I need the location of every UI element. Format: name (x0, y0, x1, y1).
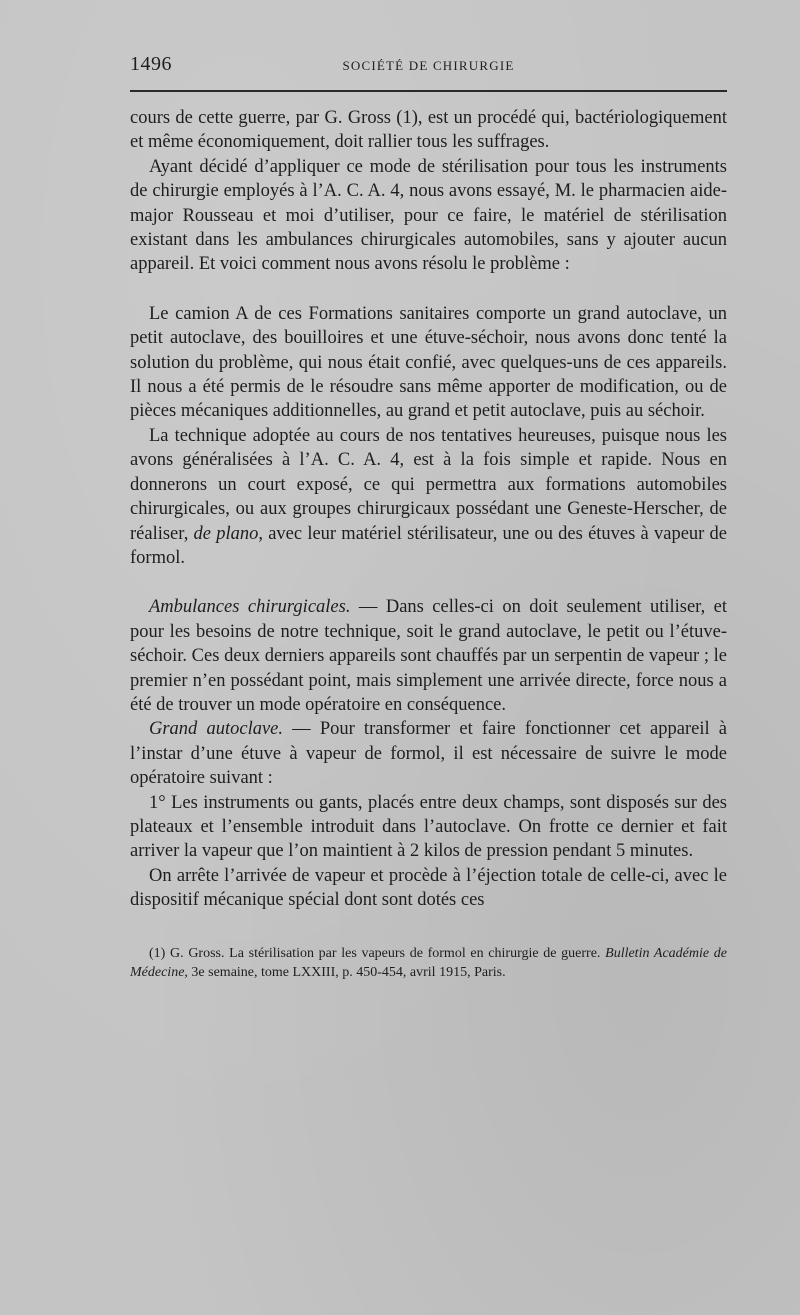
header-rule (130, 90, 727, 92)
book-page (130, 50, 727, 982)
paragraph-grand-autoclave-text: — Pour transformer et faire fonctionner cet appareil à l’instar d’une étuve à vapeur de formol, il est nécessaire de suivre le mode opératoire suivant : (130, 719, 727, 789)
footnote (130, 944, 727, 982)
paragraph-2: Ayant décidé d’appliquer ce mode de stérilisation pour tous les instruments de chirurgie employés à l’A. C. A. 4, nous avons essayé, M. le pharmacien aide-major Rousseau et moi d’utiliser, pour ce faire, le matériel de stérilisation existant dans les ambulances chirurgicales automobiles, sans y ajouter aucun appareil. Et voici comment nous avons résolu le problème : (130, 156, 727, 275)
paragraph-ambulances (130, 595, 727, 717)
page-number: 1496 (130, 53, 172, 75)
paragraph-4-emphasis: de plano (193, 523, 259, 544)
running-title: SOCIÉTÉ DE CHIRURGIE (342, 58, 515, 73)
paragraph-4-text-after: , avec leur matériel stérilisateur, une ou des étuves à vapeur de formol. (130, 523, 727, 568)
section-lead-grand-autoclave: Grand autoclave. (149, 719, 284, 740)
paragraph-4 (130, 424, 727, 570)
paragraph-step-1: 1° Les instruments ou gants, placés entre deux champs, sont disposés sur des plateaux et l’ensemble introduit dans l’autoclave. On frotte ce dernier et fait arriver la vapeur que l’on maintient à 2 kilos de pression pendant 5 minutes. (130, 792, 727, 862)
footnote-text (130, 944, 727, 982)
paragraph-4-text-before: La technique adoptée au cours de nos tentatives heureuses, puisque nous les avons généralisées à l’A. C. A. 4, est à la fois simple et rapide. Nous en donnerons un court exposé, ce qui permettra aux formations automobiles chirurgicales, ou aux groupes chirurgicaux possédant une Geneste-Herscher, de réaliser, (130, 425, 727, 544)
paragraph-3: Le camion A de ces Formations sanitaires comporte un grand autoclave, un petit autoclave, des bouilloires et une étuve-séchoir, nous avons donc tenté la solution du problème, qui nous était confié, avec quelques-uns de ces appareils. Il nous a été permis de le résoudre sans même apporter de modification, ou de pièces mécaniques additionnelles, au grand et petit autoclave, puis au séchoir. (130, 303, 727, 422)
paragraph-grand-autoclave (130, 717, 727, 790)
footnote-suffix: , 3e semaine, tome LXXIII, p. 450-454, avril 1915, Paris. (184, 964, 506, 980)
main-text (130, 106, 727, 913)
paragraph-ambulances-text: — Dans celles-ci on doit seulement utiliser, et pour les besoins de notre technique, soit le grand autoclave, le petit ou l’étuve-séchoir. Ces deux derniers appareils sont chauffés par un serpentin de vapeur ; le premier n’en possédant point, mais simplement une arrivée directe, force nous a été de trouver un mode opératoire en conséquence. (130, 597, 727, 715)
footnote-journal: Bulletin Académie de Médecine (130, 945, 728, 980)
footnote-prefix: (1) G. Gross. La stérilisation par les vapeurs de formol en chirurgie de guerre. (149, 945, 606, 961)
page-header (130, 50, 727, 86)
paragraph-1: cours de cette guerre, par G. Gross (1), est un procédé qui, bactériologiquement et même économiquement, doit rallier tous les suffrages. (130, 108, 727, 153)
section-lead-ambulances: Ambulances chirurgicales. (149, 597, 351, 618)
paragraph-last: On arrête l’arrivée de vapeur et procède à l’éjection totale de celle-ci, avec le dispositif mécanique spécial dont sont dotés ces (130, 865, 727, 911)
